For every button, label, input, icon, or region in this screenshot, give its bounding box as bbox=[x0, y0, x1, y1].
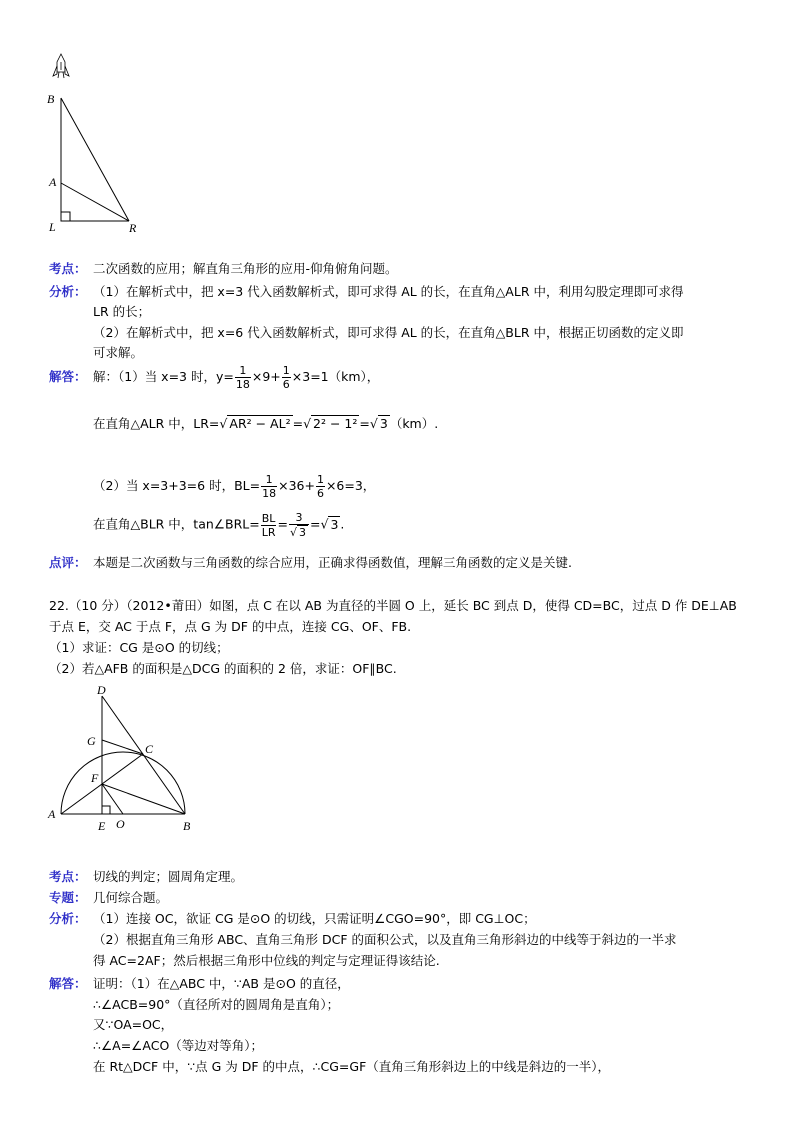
equals: = bbox=[277, 516, 288, 532]
kaodian-text: 二次函数的应用；解直角三角形的应用-仰角俯角问题。 bbox=[93, 261, 398, 276]
q22-stem-line-2: 于点 E，交 AC 于点 F，点 G 为 DF 的中点，连接 CG、OF、FB. bbox=[49, 619, 412, 634]
label-A: A bbox=[48, 807, 56, 821]
line-FB bbox=[102, 784, 185, 814]
fenxi-line-2a: （2）在解析式中，把 x=6 代入函数解析式，即可求得 AL 的长，在直角△BLR 中，根据正切函数的定义即 bbox=[93, 325, 684, 340]
sol1-suffix: ×3=1（km）， bbox=[291, 369, 380, 384]
kaodian-label: 考点： bbox=[49, 261, 87, 276]
sqrt-icon: √ bbox=[320, 516, 329, 532]
q22-part-2: （2）若△AFB 的面积是△DCG 的面积的 2 倍，求证：OF∥BC. bbox=[49, 661, 397, 676]
fenxi-line-1b: LR 的长； bbox=[93, 304, 151, 319]
q22-jieda-label: 解答： bbox=[49, 976, 87, 991]
numerator: 1 bbox=[261, 473, 277, 487]
sol3-suffix: ×6=3， bbox=[325, 478, 376, 493]
radicand: AR² − AL² bbox=[229, 416, 291, 431]
line-FO bbox=[102, 784, 123, 814]
numerator: BL bbox=[261, 511, 276, 525]
label-G: G bbox=[87, 734, 96, 748]
numerator: 1 bbox=[235, 364, 251, 378]
sol3-mid: ×36+ bbox=[278, 478, 315, 493]
sqrt-icon: √ bbox=[289, 526, 297, 539]
q22-solution-line-5: 在 Rt△DCF 中，∵点 G 为 DF 的中点，∴CG=GF（直角三角形斜边上的中线是斜边的一半）， bbox=[93, 1059, 611, 1074]
period: . bbox=[340, 516, 345, 532]
equals: = bbox=[309, 516, 321, 532]
right-angle-mark bbox=[102, 806, 110, 814]
sol2-prefix: 在直角△ALR 中，LR= bbox=[93, 416, 220, 431]
radicand: 2² − 1² bbox=[313, 416, 358, 431]
figure-rocket-triangle bbox=[40, 48, 150, 238]
denominator: 6 bbox=[316, 487, 324, 500]
q22-part-1: （1）求证：CG 是⊙O 的切线； bbox=[49, 640, 229, 655]
q22-fenxi-line-2a: （2）根据直角三角形 ABC、直角三角形 DCF 的面积公式，以及直角三角形斜边的中线等于斜边的一半求 bbox=[93, 932, 677, 947]
solution-line-3 bbox=[93, 473, 375, 500]
q22-solution-line-1: 证明：（1）在△ABC 中，∵AB 是⊙O 的直径， bbox=[93, 976, 350, 991]
label-O: O bbox=[116, 817, 125, 831]
q22-zhuanti-label: 专题： bbox=[49, 890, 87, 905]
q22-stem-line-1: 22.（10 分）（2012•莆田）如图，点 C 在以 AB 为直径的半圆 O 上，延长 BC 到点 D，使得 CD=BC，过点 D 作 DE⊥AB bbox=[49, 598, 737, 613]
solution-line-1 bbox=[93, 364, 379, 391]
sol3-prefix: （2）当 x=3+3=6 时，BL= bbox=[93, 478, 261, 493]
fraction bbox=[289, 511, 309, 539]
q22-zhuanti-text: 几何综合题。 bbox=[93, 890, 169, 905]
denominator: 18 bbox=[262, 487, 277, 500]
label-C: C bbox=[145, 742, 154, 756]
right-angle-mark bbox=[61, 212, 70, 221]
q22-fenxi-line-2b: 得 AC=2AF；然后根据三角形中位线的判定与定理证得该结论. bbox=[93, 953, 440, 968]
radicand: 3 bbox=[298, 526, 306, 539]
equals: = bbox=[292, 416, 304, 431]
fenxi-line-1a: （1）在解析式中，把 x=3 代入函数解析式，即可求得 AL 的长，在直角△ALR 中，利用勾股定理即可求得 bbox=[93, 284, 684, 299]
denominator: 18 bbox=[235, 378, 250, 391]
numerator: 1 bbox=[316, 473, 324, 486]
label-B: B bbox=[47, 92, 55, 106]
jieda-label: 解答： bbox=[49, 369, 87, 384]
numerator: 1 bbox=[282, 364, 290, 377]
denominator: 6 bbox=[282, 378, 290, 391]
sol1-prefix: 解：（1）当 x=3 时，y= bbox=[93, 369, 234, 384]
fraction bbox=[235, 364, 251, 391]
numerator: 3 bbox=[289, 511, 309, 525]
denominator: LR bbox=[261, 525, 276, 539]
label-L: L bbox=[49, 220, 56, 234]
sqrt-icon: √ bbox=[369, 416, 378, 431]
fraction bbox=[261, 512, 277, 539]
solution-line-4 bbox=[93, 511, 344, 539]
sol4-prefix: 在直角△BLR 中，tan∠BRL= bbox=[93, 516, 260, 532]
figure-semicircle bbox=[45, 682, 205, 837]
fenxi-line-2b: 可求解。 bbox=[93, 345, 144, 360]
label-A: A bbox=[49, 175, 57, 189]
fraction bbox=[316, 473, 325, 500]
q22-solution-line-3: 又∵OA=OC， bbox=[93, 1017, 174, 1032]
solution-line-2 bbox=[93, 414, 438, 432]
q22-solution-line-4: ∴∠A=∠ACO（等边对等角）； bbox=[93, 1038, 264, 1053]
q22-fenxi-label: 分析： bbox=[49, 911, 87, 926]
line-DB bbox=[102, 696, 185, 814]
label-B: B bbox=[183, 819, 191, 833]
label-E: E bbox=[98, 819, 106, 833]
label-R: R bbox=[129, 221, 137, 235]
q22-fenxi-line-1: （1）连接 OC，欲证 CG 是⊙O 的切线，只需证明∠CGO=90°，即 CG⊥OC； bbox=[93, 911, 536, 926]
radicand: 3 bbox=[379, 416, 388, 431]
sqrt-icon: √ bbox=[303, 416, 312, 431]
label-D: D bbox=[97, 683, 106, 697]
q22-kaodian-label: 考点： bbox=[49, 869, 87, 884]
label-F: F bbox=[91, 771, 99, 785]
q22-kaodian-text: 切线的判定；圆周角定理。 bbox=[93, 869, 244, 884]
rocket-icon bbox=[53, 54, 69, 78]
dianping-label: 点评： bbox=[49, 555, 87, 570]
radicand: 3 bbox=[330, 516, 339, 532]
q22-solution-line-2: ∴∠ACB=90°（直径所对的圆周角是直角）； bbox=[93, 997, 340, 1012]
fraction bbox=[282, 364, 291, 391]
dianping-text: 本题是二次函数与三角函数的综合应用，正确求得函数值，理解三角函数的定义是关键. bbox=[93, 555, 572, 570]
fraction bbox=[261, 473, 277, 500]
sqrt-icon: √ bbox=[219, 416, 228, 431]
equals: = bbox=[359, 416, 370, 431]
sol2-suffix: （km）. bbox=[389, 416, 439, 431]
sol1-mid: ×9+ bbox=[251, 369, 281, 384]
fenxi-label: 分析： bbox=[49, 284, 87, 299]
denominator bbox=[289, 525, 309, 539]
semicircle-arc bbox=[61, 752, 185, 814]
